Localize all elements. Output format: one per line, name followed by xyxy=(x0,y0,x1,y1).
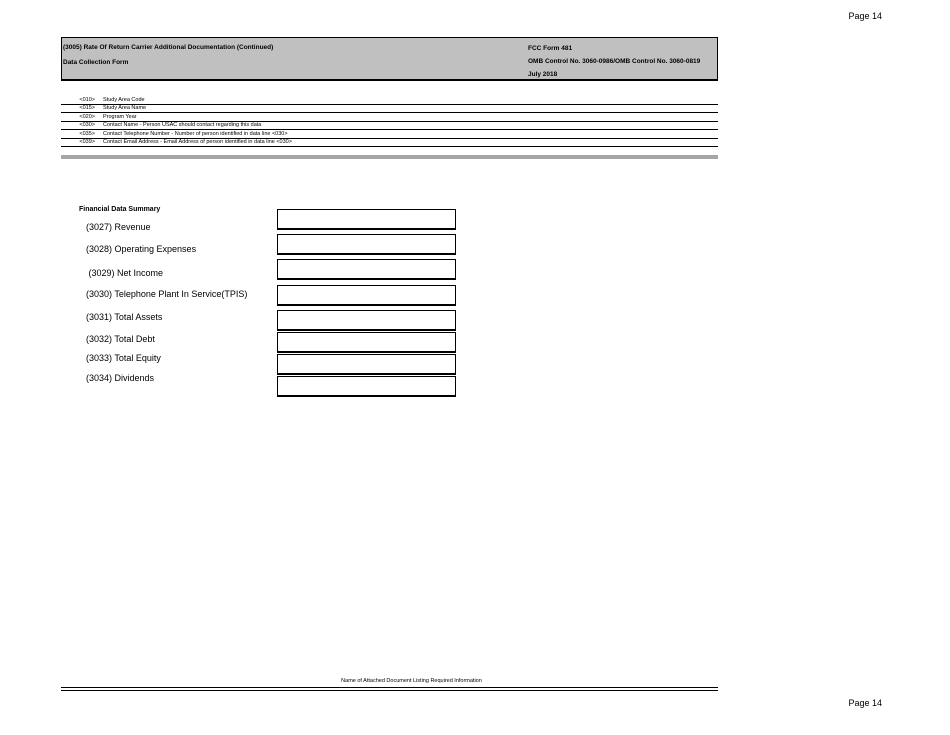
line-code: <015> xyxy=(79,105,95,112)
revenue-field[interactable] xyxy=(277,209,456,230)
form-date: July 2018 xyxy=(528,71,558,78)
net-income-field[interactable] xyxy=(277,259,456,280)
line-code: <039> xyxy=(79,139,95,146)
total-equity-field[interactable] xyxy=(277,354,456,375)
data-line-contact-telephone xyxy=(61,130,718,139)
tpis-label: (3030) Telephone Plant In Service(TPIS) xyxy=(86,289,248,299)
operating-expenses-field[interactable] xyxy=(277,234,456,255)
total-debt-label: (3032) Total Debt xyxy=(86,334,155,344)
data-line-program-year xyxy=(61,113,718,122)
line-code: <035> xyxy=(79,130,95,137)
line-label: Study Area Code xyxy=(103,96,145,103)
line-code: <030> xyxy=(79,122,95,129)
net-income-label: (3029) Net Income xyxy=(86,268,164,278)
data-lines xyxy=(61,96,718,147)
total-assets-label: (3031) Total Assets xyxy=(86,312,163,322)
data-line-contact-name xyxy=(61,122,718,131)
tpis-field[interactable] xyxy=(277,285,456,306)
omb-control-number: OMB Control No. 3060-0986/OMB Control No. 3060-0819 xyxy=(528,58,701,65)
total-assets-field[interactable] xyxy=(277,310,456,331)
data-line-study-area-name xyxy=(61,105,718,114)
footer-rule-bottom xyxy=(61,690,718,691)
page-number-top: Page 14 xyxy=(848,11,882,21)
line-label: Contact Telephone Number - Number of person identified in data line <030> xyxy=(103,130,288,137)
line-code: <010> xyxy=(79,96,95,103)
line-label: Contact Email Address - Email Address of person identified in data line <030> xyxy=(103,139,292,146)
line-code: <020> xyxy=(79,113,95,120)
section-divider xyxy=(61,155,718,159)
footer-rule-top xyxy=(61,687,718,688)
financial-summary-title: Financial Data Summary xyxy=(79,206,161,213)
form-title: (3005) Rate Of Return Carrier Additional Documentation (Continued) xyxy=(63,44,274,51)
operating-expenses-label: (3028) Operating Expenses xyxy=(86,244,197,254)
revenue-label: (3027) Revenue xyxy=(86,222,151,232)
dividends-field[interactable] xyxy=(277,376,456,397)
data-line-study-area-code xyxy=(61,96,718,105)
form-header xyxy=(61,37,718,81)
data-line-contact-email xyxy=(61,139,718,148)
total-equity-label: (3033) Total Equity xyxy=(86,353,161,363)
line-label: Contact Name - Person USAC should contact regarding this data xyxy=(103,122,262,129)
line-label: Program Year xyxy=(103,113,137,120)
line-label: Study Area Name xyxy=(103,105,147,112)
form-name: FCC Form 481 xyxy=(528,45,573,52)
dividends-label: (3034) Dividends xyxy=(86,373,155,383)
total-debt-field[interactable] xyxy=(277,332,456,353)
form-subtitle: Data Collection Form xyxy=(63,59,129,66)
page-number-bottom: Page 14 xyxy=(848,698,882,708)
attached-document-label: Name of Attached Document Listing Required Information xyxy=(341,678,482,684)
